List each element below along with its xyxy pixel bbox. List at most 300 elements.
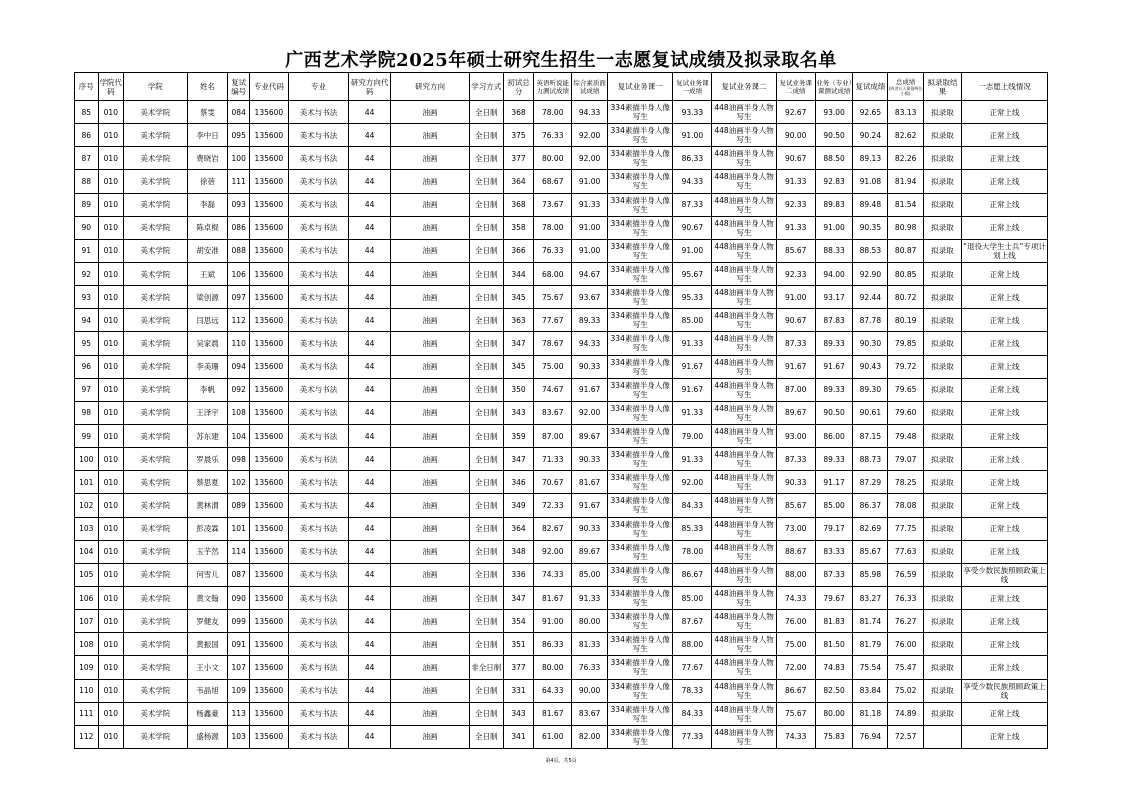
table-cell: 375 (503, 124, 534, 147)
column-header (815, 73, 853, 101)
table-cell: 104 (75, 540, 99, 563)
table-cell: 正常上线 (961, 401, 1047, 424)
table-cell: 王小文 (187, 656, 228, 679)
table-cell: 美术与书法 (288, 494, 348, 517)
table-cell: 334素描半身人像写生 (607, 725, 672, 748)
table-cell: 91.67 (572, 378, 608, 401)
table-cell: 76.33 (888, 586, 924, 609)
table-cell: 正常上线 (961, 193, 1047, 216)
table-cell: 334素描半身人像写生 (607, 633, 672, 656)
table-cell: 088 (228, 239, 249, 262)
table-cell: 89.30 (853, 378, 888, 401)
column-header (228, 73, 249, 101)
table-cell: 罗晨乐 (187, 448, 228, 471)
table-cell: 92.00 (572, 124, 608, 147)
table-cell: 135600 (249, 517, 288, 540)
table-cell: 83.67 (572, 702, 608, 725)
table-cell: 68.00 (534, 262, 572, 285)
table-cell: 334素描半身人像写生 (607, 124, 672, 147)
table-cell: 全日制 (469, 355, 503, 378)
table-cell: 78.25 (888, 471, 924, 494)
table-cell: 44 (349, 401, 391, 424)
table-cell: 81.74 (853, 610, 888, 633)
table-cell: 享受少数民族照顾政策上线 (961, 563, 1047, 586)
table-cell: 92.65 (853, 101, 888, 124)
table-cell: 拟录取 (924, 124, 962, 147)
table-cell: 448油画半身人物写生 (712, 656, 776, 679)
table-cell: 334素描半身人像写生 (607, 309, 672, 332)
table-cell: 80.00 (534, 147, 572, 170)
table-cell: 91.33 (673, 448, 712, 471)
table-cell: 正常上线 (961, 378, 1047, 401)
table-cell: 徐蓓 (187, 170, 228, 193)
table-cell: 美术与书法 (288, 656, 348, 679)
table-cell: 448油画半身人物写生 (712, 355, 776, 378)
table-cell: 正常上线 (961, 424, 1047, 447)
table-cell: 拟录取 (924, 332, 962, 355)
table-cell: 李美珊 (187, 355, 228, 378)
table-cell: 全日制 (469, 448, 503, 471)
table-cell: 89.33 (815, 448, 853, 471)
table-cell: 010 (98, 286, 124, 309)
table-cell: 拟录取 (924, 494, 962, 517)
table-cell: 拟录取 (924, 170, 962, 193)
table-cell: 油画 (391, 586, 470, 609)
table-cell: 091 (228, 633, 249, 656)
table-cell: 全日制 (469, 702, 503, 725)
table-row (75, 610, 1048, 633)
table-cell: 美术学院 (124, 633, 187, 656)
table-cell: 75.54 (853, 656, 888, 679)
table-cell: 88.67 (776, 540, 815, 563)
table-row (75, 679, 1048, 702)
table-cell: 全日制 (469, 239, 503, 262)
table-cell: 44 (349, 563, 391, 586)
table-row (75, 725, 1048, 748)
table-cell: 91.67 (815, 355, 853, 378)
table-cell: 美术与书法 (288, 633, 348, 656)
table-cell: 70.67 (534, 471, 572, 494)
table-cell: 拟录取 (924, 239, 962, 262)
table-cell: 448油画半身人物写生 (712, 563, 776, 586)
table-cell: 102 (228, 471, 249, 494)
column-header-label: 综合素质面试成绩 (573, 78, 606, 95)
table-cell: 73.00 (776, 517, 815, 540)
table-row (75, 633, 1048, 656)
column-header (75, 73, 99, 101)
table-cell: 64.33 (534, 679, 572, 702)
column-header-label: 一志愿上线情况 (978, 82, 1031, 91)
table-cell: 135600 (249, 101, 288, 124)
table-cell: 341 (503, 725, 534, 748)
table-cell: 106 (228, 262, 249, 285)
table-cell: 美术学院 (124, 170, 187, 193)
column-header (888, 73, 924, 101)
column-header-label: 英语听说能力测试成绩 (536, 78, 569, 95)
table-cell: 90.61 (853, 401, 888, 424)
table-cell: 98 (75, 401, 99, 424)
table-row (75, 170, 1048, 193)
table-cell: 91.33 (673, 332, 712, 355)
table-cell: 全日制 (469, 401, 503, 424)
table-cell: 正常上线 (961, 355, 1047, 378)
table-cell: 梁创源 (187, 286, 228, 309)
column-header-label: 序号 (78, 82, 94, 91)
table-cell: 89.33 (572, 309, 608, 332)
table-cell: 81.50 (815, 633, 853, 656)
column-header (607, 73, 672, 101)
column-header (503, 73, 534, 101)
table-cell: 448油画半身人物写生 (712, 610, 776, 633)
table-cell: 美术学院 (124, 147, 187, 170)
table-cell: 95.33 (673, 286, 712, 309)
table-cell: 113 (228, 702, 249, 725)
table-cell: 90.35 (853, 216, 888, 239)
table-cell: 72.33 (534, 494, 572, 517)
table-cell: 107 (228, 656, 249, 679)
table-cell: 油画 (391, 702, 470, 725)
table-cell: 彭凌霖 (187, 517, 228, 540)
table-cell: 93.00 (776, 424, 815, 447)
table-cell: 83.67 (534, 401, 572, 424)
table-cell: 美术与书法 (288, 262, 348, 285)
table-cell: 334素描半身人像写生 (607, 401, 672, 424)
table-cell: 87.33 (776, 332, 815, 355)
table-cell: 96 (75, 355, 99, 378)
table-cell: 89.48 (853, 193, 888, 216)
table-cell: 135600 (249, 286, 288, 309)
table-cell: 358 (503, 216, 534, 239)
table-cell: 全日制 (469, 494, 503, 517)
table-cell: 135600 (249, 262, 288, 285)
column-header (187, 73, 228, 101)
table-cell: 448油画半身人物写生 (712, 332, 776, 355)
table-cell: 010 (98, 540, 124, 563)
table-cell: 334素描半身人像写生 (607, 702, 672, 725)
table-cell: 美术学院 (124, 101, 187, 124)
table-cell: 费晓岩 (187, 147, 228, 170)
column-header (572, 73, 608, 101)
table-cell: 76.33 (534, 124, 572, 147)
table-cell: 87.33 (776, 448, 815, 471)
table-header (75, 73, 1048, 101)
table-cell: 103 (228, 725, 249, 748)
table-cell: 拟录取 (924, 101, 962, 124)
table-cell: 343 (503, 401, 534, 424)
column-header-note: (四舍五入保留两位小数) (888, 85, 923, 96)
table-cell: 95.67 (673, 262, 712, 285)
table-cell: 44 (349, 702, 391, 725)
table-cell: 美术与书法 (288, 170, 348, 193)
table-cell: 347 (503, 448, 534, 471)
table-cell: 全日制 (469, 309, 503, 332)
table-cell: 334素描半身人像写生 (607, 332, 672, 355)
table-row (75, 448, 1048, 471)
table-cell: 010 (98, 424, 124, 447)
table-cell: 80.98 (888, 216, 924, 239)
table-cell: 美术与书法 (288, 193, 348, 216)
table-cell: 74.83 (815, 656, 853, 679)
table-cell: 全日制 (469, 610, 503, 633)
table-cell: 胡安准 (187, 239, 228, 262)
table-cell: 010 (98, 448, 124, 471)
column-header-label: 学习方式 (471, 82, 502, 91)
table-cell: 全日制 (469, 378, 503, 401)
table-cell: 82.00 (572, 725, 608, 748)
table-cell: 80.00 (534, 656, 572, 679)
table-cell: 112 (228, 309, 249, 332)
table-cell: 90.33 (776, 471, 815, 494)
table-cell: 334素描半身人像写生 (607, 147, 672, 170)
table-row (75, 586, 1048, 609)
table-cell: 美术学院 (124, 448, 187, 471)
table-cell: 85.67 (776, 494, 815, 517)
table-cell: 75.67 (534, 286, 572, 309)
table-cell: 354 (503, 610, 534, 633)
table-cell: 73.67 (534, 193, 572, 216)
table-cell: 135600 (249, 563, 288, 586)
column-header (98, 73, 124, 101)
table-cell: 111 (228, 170, 249, 193)
table-cell: 93.17 (815, 286, 853, 309)
table-cell: 90.50 (815, 401, 853, 424)
table-cell: 拟录取 (924, 702, 962, 725)
table-cell: 44 (349, 494, 391, 517)
table-cell: 罗健友 (187, 610, 228, 633)
table-cell: 82.62 (888, 124, 924, 147)
table-cell: 美术学院 (124, 332, 187, 355)
table-cell: 44 (349, 193, 391, 216)
table-cell: 86.00 (815, 424, 853, 447)
table-cell: 86.33 (534, 633, 572, 656)
table-cell: 84.33 (673, 702, 712, 725)
table-cell: 全日制 (469, 471, 503, 494)
table-cell: 79.72 (888, 355, 924, 378)
table-cell: 90.33 (572, 448, 608, 471)
table-cell: 61.00 (534, 725, 572, 748)
table-cell: 美术与书法 (288, 448, 348, 471)
table-cell: 81.67 (534, 702, 572, 725)
table-cell: 油画 (391, 448, 470, 471)
table-cell: 135600 (249, 471, 288, 494)
table-cell: 91.67 (572, 494, 608, 517)
table-cell: 086 (228, 216, 249, 239)
table-cell: 美术学院 (124, 286, 187, 309)
table-cell: 拟录取 (924, 517, 962, 540)
table-cell: 美术学院 (124, 656, 187, 679)
table-cell: 80.85 (888, 262, 924, 285)
table-row (75, 101, 1048, 124)
table-cell: 正常上线 (961, 494, 1047, 517)
table-cell: 78.33 (673, 679, 712, 702)
table-cell: 100 (75, 448, 99, 471)
table-cell: 448油画半身人物写生 (712, 586, 776, 609)
column-header (469, 73, 503, 101)
table-cell: 全日制 (469, 586, 503, 609)
page-title: 广西艺术学院2025年硕士研究生招生一志愿复试成绩及拟录取名单 (285, 50, 837, 71)
table-cell: 苏东建 (187, 424, 228, 447)
table-row (75, 309, 1048, 332)
table-row (75, 286, 1048, 309)
table-cell: 448油画半身人物写生 (712, 494, 776, 517)
table-cell: 正常上线 (961, 309, 1047, 332)
table-cell: 010 (98, 170, 124, 193)
table-cell: 90.67 (776, 309, 815, 332)
table-cell: 448油画半身人物写生 (712, 216, 776, 239)
table-cell: 377 (503, 656, 534, 679)
table-cell: 44 (349, 147, 391, 170)
table-cell: 80.87 (888, 239, 924, 262)
table-cell: 85.00 (673, 309, 712, 332)
table-cell: 135600 (249, 586, 288, 609)
table-row (75, 471, 1048, 494)
table-cell: 79.48 (888, 424, 924, 447)
table-cell: 美术学院 (124, 193, 187, 216)
table-cell: 90.00 (776, 124, 815, 147)
table-cell: 美术与书法 (288, 286, 348, 309)
table-cell: 097 (228, 286, 249, 309)
table-cell: 拟录取 (924, 448, 962, 471)
table-cell: 78.08 (888, 494, 924, 517)
table-cell: 79.85 (888, 332, 924, 355)
table-cell: 93.33 (673, 101, 712, 124)
column-header-label: 研究方向 (415, 82, 445, 91)
table-cell: 91.33 (776, 216, 815, 239)
table-cell: 油画 (391, 656, 470, 679)
table-cell: 44 (349, 378, 391, 401)
table-cell: 92.44 (853, 286, 888, 309)
table-cell: 油画 (391, 494, 470, 517)
column-header-label: 研究方向代码 (350, 77, 389, 96)
table-cell: 44 (349, 517, 391, 540)
table-cell: 正常上线 (961, 610, 1047, 633)
table-cell: 448油画半身人物写生 (712, 679, 776, 702)
column-header-label: 复试业务课二成绩 (779, 78, 812, 95)
table-cell: 美术与书法 (288, 309, 348, 332)
table-cell: 77.75 (888, 517, 924, 540)
table-cell: 油画 (391, 401, 470, 424)
table-cell: 81.18 (853, 702, 888, 725)
table-cell: 拟录取 (924, 610, 962, 633)
table-cell: 美术学院 (124, 309, 187, 332)
table-cell: 74.33 (776, 586, 815, 609)
table-cell: 80.00 (572, 610, 608, 633)
table-cell: 76.00 (888, 633, 924, 656)
table-cell: 拟录取 (924, 633, 962, 656)
table-cell: 44 (349, 309, 391, 332)
table-cell: 81.67 (534, 586, 572, 609)
table-cell: 75.02 (888, 679, 924, 702)
table-cell: 94.33 (673, 170, 712, 193)
table-cell: 油画 (391, 633, 470, 656)
table-row (75, 424, 1048, 447)
table-cell: 全日制 (469, 332, 503, 355)
table-cell: 80.72 (888, 286, 924, 309)
table-cell: 76.33 (572, 656, 608, 679)
table-cell: 334素描半身人像写生 (607, 494, 672, 517)
table-cell: 105 (75, 563, 99, 586)
table-cell: 美术与书法 (288, 378, 348, 401)
table-cell: 76.59 (888, 563, 924, 586)
table-cell: 美术学院 (124, 239, 187, 262)
table-cell: 334素描半身人像写生 (607, 586, 672, 609)
table-cell: 334素描半身人像写生 (607, 517, 672, 540)
table-cell: 135600 (249, 239, 288, 262)
table-cell: 44 (349, 610, 391, 633)
table-cell: 448油画半身人物写生 (712, 633, 776, 656)
table-cell: 44 (349, 448, 391, 471)
table-cell: 135600 (249, 702, 288, 725)
table-cell: 美术学院 (124, 355, 187, 378)
table-cell: 75.00 (534, 355, 572, 378)
table-cell: 90.00 (572, 679, 608, 702)
table-cell: 81.67 (572, 471, 608, 494)
table-row (75, 216, 1048, 239)
table-cell: 87.00 (776, 378, 815, 401)
table-cell: 448油画半身人物写生 (712, 101, 776, 124)
table-cell: 344 (503, 262, 534, 285)
table-cell: 44 (349, 332, 391, 355)
column-header (124, 73, 187, 101)
table-cell: 010 (98, 563, 124, 586)
column-header-label: 学院代码 (99, 77, 123, 96)
table-cell: “退役大学生士兵”专项计划上线 (961, 239, 1047, 262)
table-cell: 77.63 (888, 540, 924, 563)
table-cell: 135600 (249, 378, 288, 401)
table-cell: 010 (98, 262, 124, 285)
table-cell: 109 (228, 679, 249, 702)
table-cell: 448油画半身人物写生 (712, 424, 776, 447)
table-cell: 正常上线 (961, 702, 1047, 725)
table-cell: 86 (75, 124, 99, 147)
table-cell: 81.79 (853, 633, 888, 656)
table-cell: 美术学院 (124, 586, 187, 609)
table-row (75, 494, 1048, 517)
table-cell: 79.65 (888, 378, 924, 401)
table-cell: 135600 (249, 216, 288, 239)
table-cell: 全日制 (469, 147, 503, 170)
table-cell: 92.00 (572, 401, 608, 424)
table-cell: 75.83 (815, 725, 853, 748)
table-cell: 美术与书法 (288, 147, 348, 170)
table-cell: 107 (75, 610, 99, 633)
table-cell: 拟录取 (924, 193, 962, 216)
table-row (75, 262, 1048, 285)
table-cell: 87.33 (673, 193, 712, 216)
table-cell: 78.00 (673, 540, 712, 563)
table-row (75, 147, 1048, 170)
table-cell: 135600 (249, 448, 288, 471)
table-cell: 084 (228, 101, 249, 124)
table-cell: 68.67 (534, 170, 572, 193)
table-cell: 李磊 (187, 193, 228, 216)
table-cell: 109 (75, 656, 99, 679)
table-cell: 81.54 (888, 193, 924, 216)
table-cell: 92.33 (776, 262, 815, 285)
table-cell: 347 (503, 586, 534, 609)
table-cell: 91.00 (534, 610, 572, 633)
table-cell: 44 (349, 216, 391, 239)
table-cell: 全日制 (469, 170, 503, 193)
table-cell: 正常上线 (961, 216, 1047, 239)
table-cell: 油画 (391, 101, 470, 124)
table-cell: 94 (75, 309, 99, 332)
table-cell: 74.33 (776, 725, 815, 748)
table-cell: 正常上线 (961, 471, 1047, 494)
table-cell: 91.67 (673, 355, 712, 378)
table-cell: 美术学院 (124, 610, 187, 633)
table-cell: 334素描半身人像写生 (607, 378, 672, 401)
